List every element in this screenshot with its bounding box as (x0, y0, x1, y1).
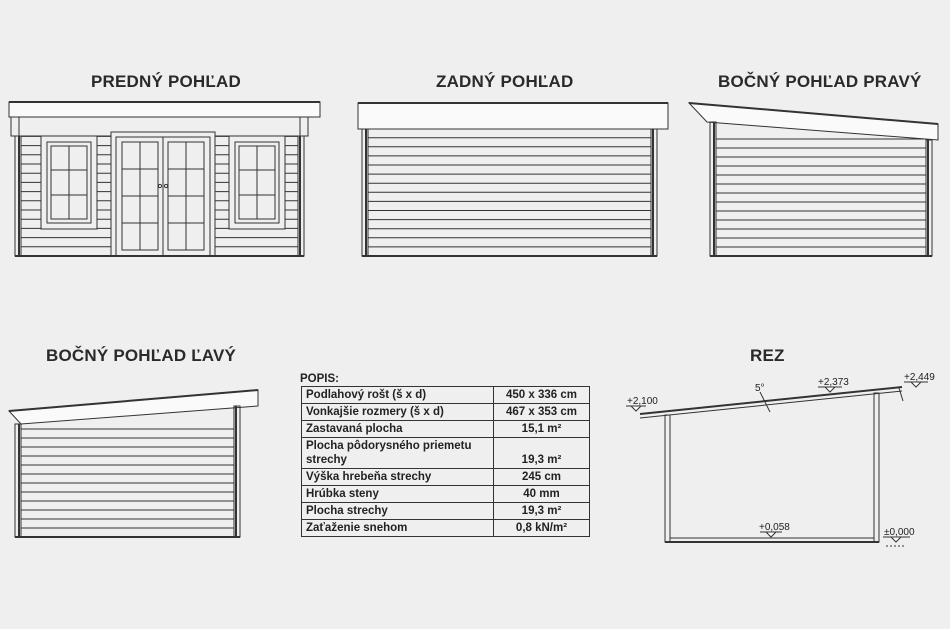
spec-label: Vonkajšie rozmery (š x d) (302, 404, 494, 421)
level-marker-ground (883, 537, 910, 546)
front-view-title: PREDNÝ POHĽAD (91, 72, 241, 91)
level-label-eave-right: +2,449 (904, 372, 935, 383)
right-view-title: BOČNÝ POHĽAD PRAVÝ (718, 72, 922, 91)
front-elevation-drawing (9, 102, 320, 256)
specs-table (301, 386, 590, 537)
spec-value: 19,3 m² (494, 438, 590, 469)
spec-value: 450 x 336 cm (494, 387, 590, 404)
spec-value: 467 x 353 cm (494, 404, 590, 421)
spec-row (302, 387, 590, 404)
left-view-title: BOČNÝ POHĽAD ĽAVÝ (46, 346, 237, 365)
spec-value: 245 cm (494, 469, 590, 486)
spec-value: 19,3 m² (494, 503, 590, 520)
roof-slope-label: 5° (755, 383, 765, 394)
back-view-title: ZADNÝ POHĽAD (436, 72, 574, 91)
spec-row (302, 503, 590, 520)
left-side-elevation-drawing (9, 390, 258, 537)
section-view-title: REZ (750, 346, 785, 365)
spec-label: Zastavaná plocha (302, 421, 494, 438)
spec-row (302, 404, 590, 421)
spec-label: Plocha strechy (302, 503, 494, 520)
spec-row (302, 469, 590, 486)
level-label-eave-left: +2,100 (627, 396, 658, 407)
spec-value: 40 mm (494, 486, 590, 503)
spec-label: Hrúbka steny (302, 486, 494, 503)
spec-row (302, 421, 590, 438)
level-label-floor: +0,058 (759, 522, 790, 533)
spec-row (302, 486, 590, 503)
spec-label: Výška hrebeňa strechy (302, 469, 494, 486)
specs-heading: POPIS: (300, 373, 339, 385)
spec-row (302, 520, 590, 537)
level-label-ridge: +2,373 (818, 377, 849, 388)
spec-label: Podlahový rošt (š x d) (302, 387, 494, 404)
spec-row (302, 438, 590, 469)
spec-label: Plocha pôdorysného priemetu strechy (302, 438, 494, 469)
spec-value: 0,8 kN/m² (494, 520, 590, 537)
spec-value: 15,1 m² (494, 421, 590, 438)
back-elevation-drawing (358, 103, 668, 256)
level-label-ground: ±0,000 (884, 527, 915, 538)
spec-label: Zaťaženie snehom (302, 520, 494, 537)
right-side-elevation-drawing (689, 103, 938, 256)
